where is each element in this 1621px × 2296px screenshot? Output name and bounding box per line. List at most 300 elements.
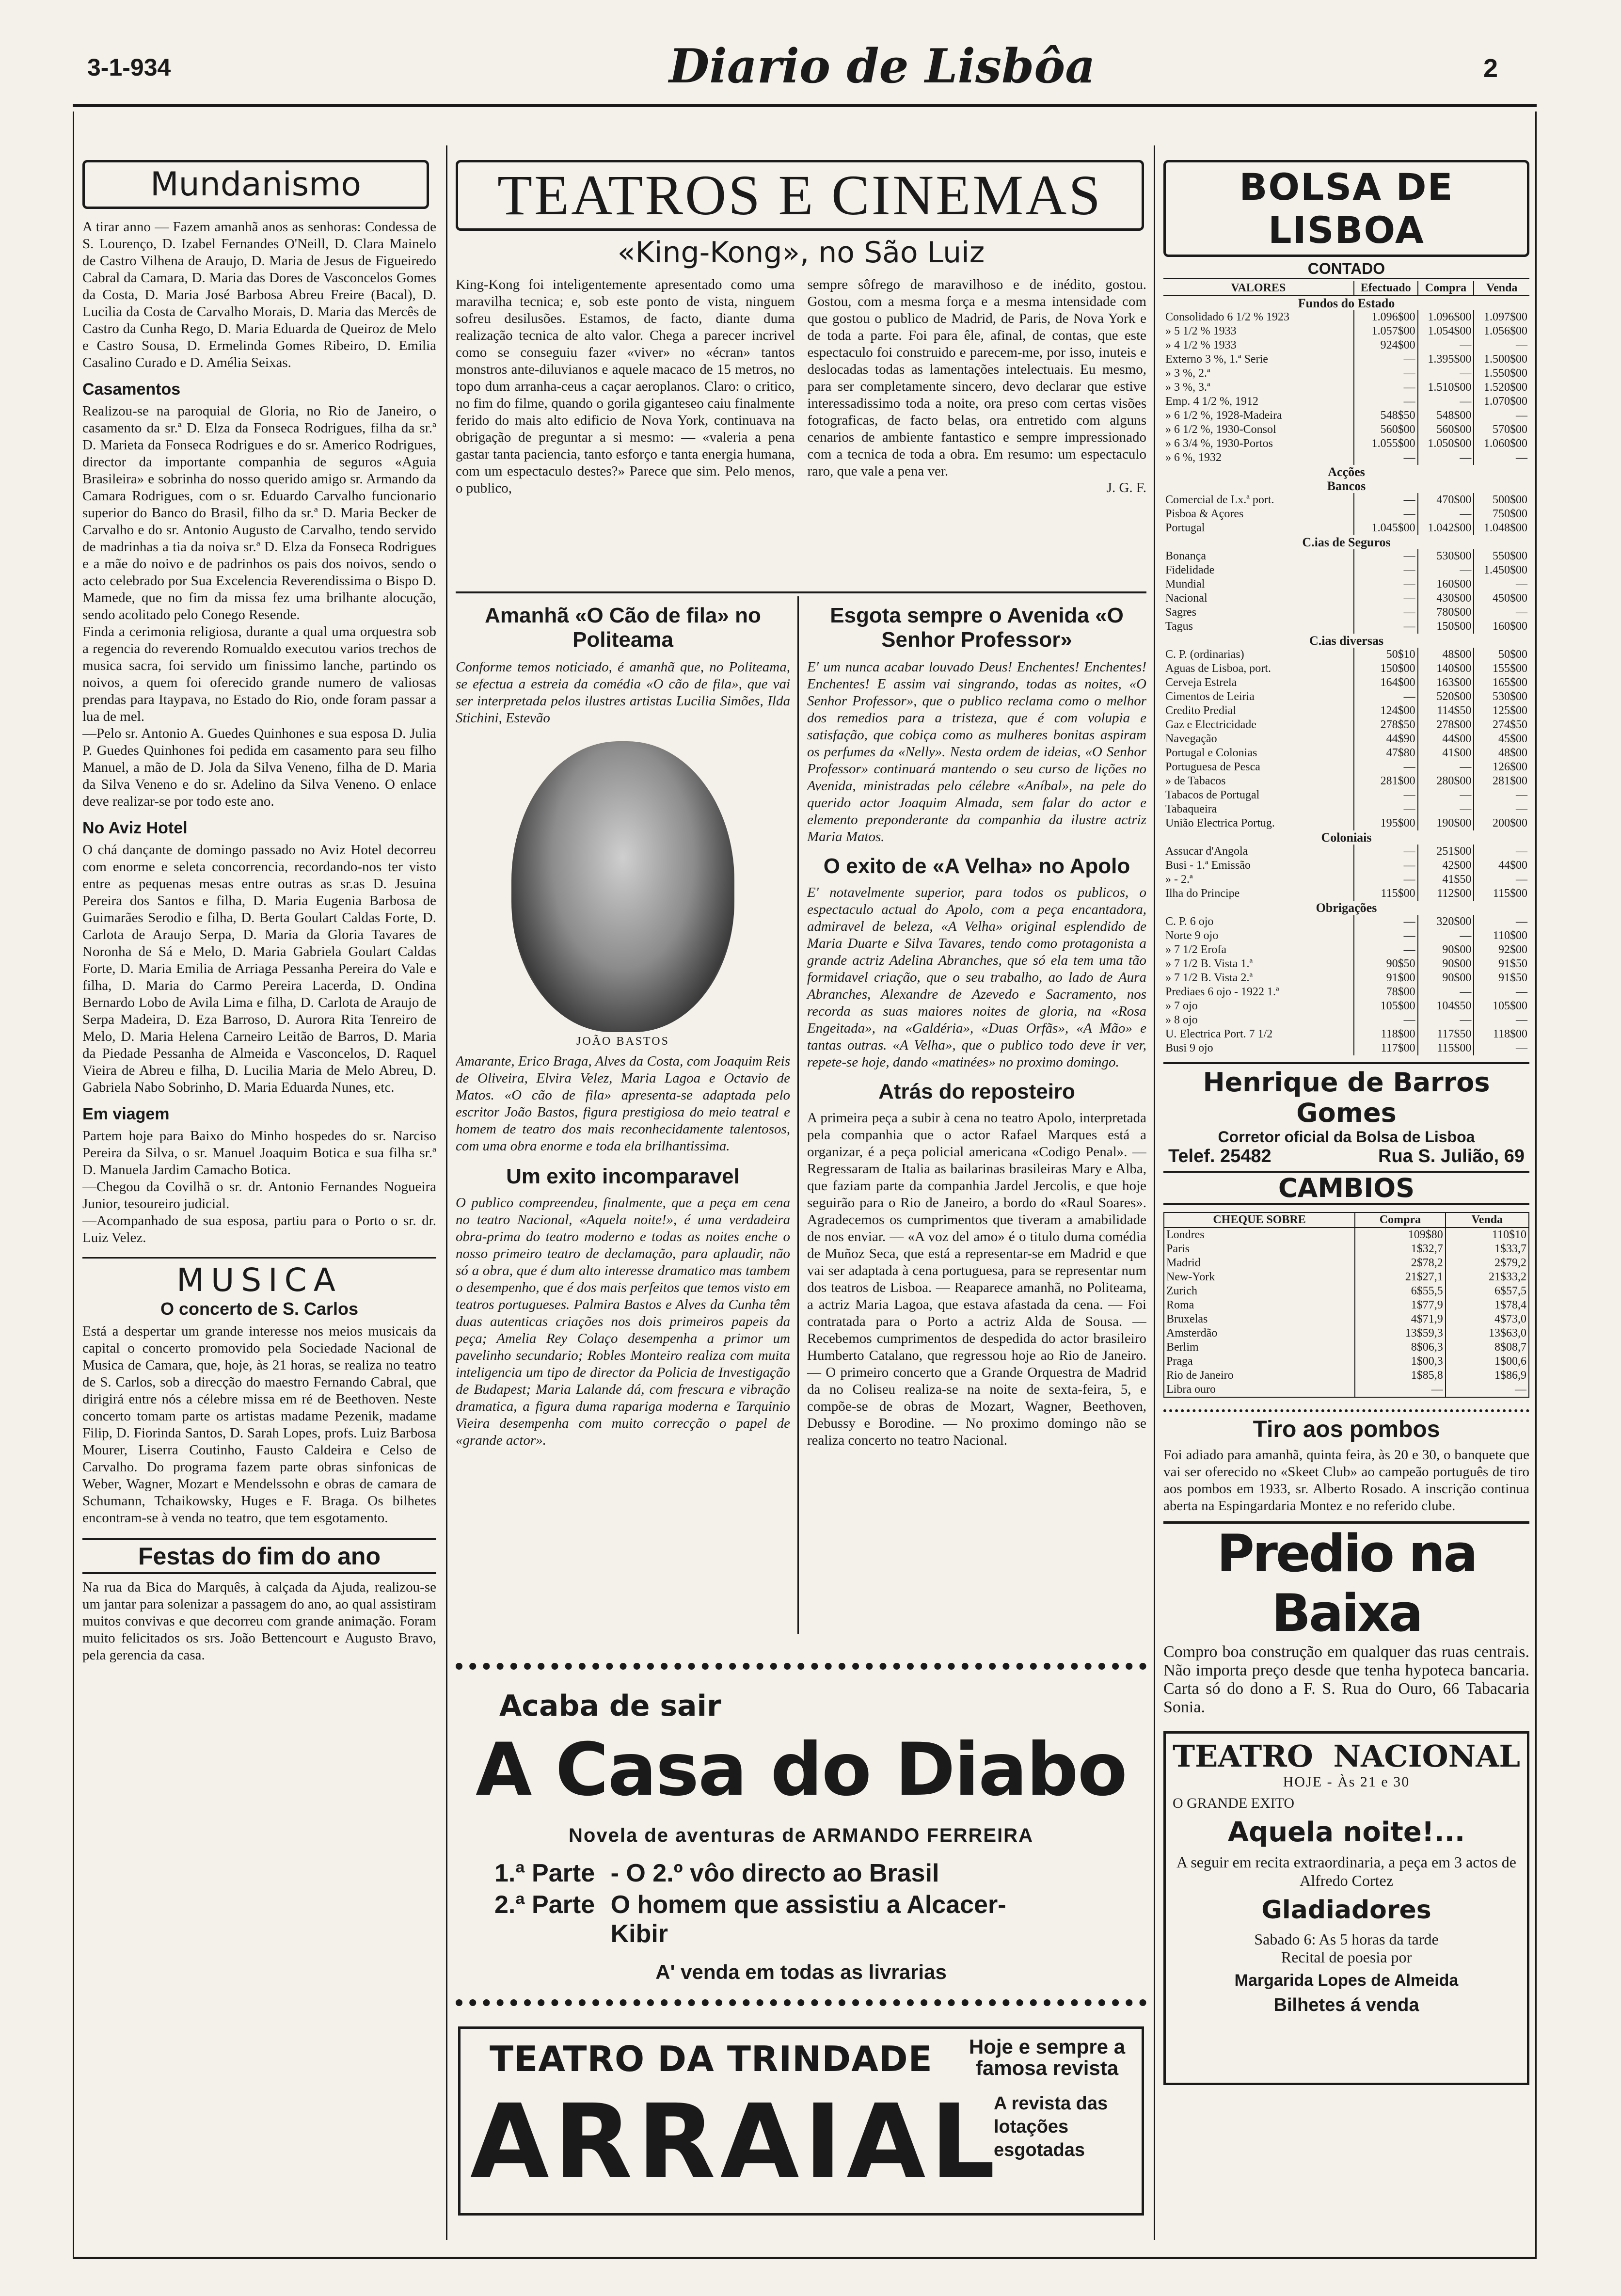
bolsa-row xyxy=(1163,577,1529,591)
bolsa-section-row xyxy=(1163,465,1529,479)
bolsa-price: — xyxy=(1418,802,1474,816)
bolsa-price: — xyxy=(1354,802,1418,816)
bolsa-section-name: Obrigações xyxy=(1316,901,1377,915)
bolsa-row xyxy=(1163,788,1529,802)
bolsa-price: 1.056$00 xyxy=(1474,324,1529,338)
bolsa-row xyxy=(1163,437,1529,451)
bolsa-section-row xyxy=(1163,535,1529,549)
bolsa-price: 50$00 xyxy=(1474,648,1529,662)
bolsa-section-row xyxy=(1163,479,1529,493)
nacional-title-right: NACIONAL xyxy=(1333,1738,1520,1774)
diabo-subtitle: Novela de aventuras de ARMANDO FERREIRA xyxy=(569,1825,1033,1846)
bolsa-valor: » 3 %, 2.ª xyxy=(1165,367,1210,380)
bolsa-price: — xyxy=(1354,606,1418,620)
bolsa-price: 1.057$00 xyxy=(1354,324,1418,338)
nacional-recital: Recital de poesia por xyxy=(1281,1948,1412,1966)
bolsa-price: 750$00 xyxy=(1474,507,1529,521)
kingkong-col-2: sempre sôfrego de maravilhoso e de inédito, gostou. Gostou, com a mesma força e a mesma intensidade com que gostou o publico de Madrid, de Paris, de Nova York e de toda a parte. Foi para êle, afinal, de contas, que este espectaculo foi construido e parecem-me, por isso, inuteis e deslocadas todas as lamentações intelectuais. Eu mesmo, para ser completamente sincero, devo declarar que estive interessadissimo toda a noite, ora preso com certas visões fotograficas, de facto belas, ora entretido com alguns cenarios de ambiente fantastico e sempre impressionado com a tecnica de toda a obra. Em resumo: um espectaculo raro, que vale a pena ver. xyxy=(807,277,1146,479)
reposteiro-text: A primeira peça a subir à cena no teatro Apolo, interpretada pela companhia que o actor Rafael Marques está a organizar, é a peça policial americana «Codigo Penal». — Regressaram de Italia as bailarinas brasileiras Mary e Alba, que faziam parte da companhia Jardel Jercolis, e que hoje seguirão para o Rio de Janeiro, a bordo do «Raul Soares». Agradecemos os cumprimentos que tiveram a amabilidade de nos enviar. — «A voz del amo» é o titulo duma comédia de Muñoz Seca, que está a representar-se em Madrid e que vai ser adaptada à cena portuguesa, para se representar num dos teatros de Lisboa. — Reaparece amanhã, no Politeama, a actriz Maria Lagoa, que estava afastada da cena. — Foi contratada para o Porto a actriz Alda de Sousa. — Recebemos cumprimentos de despedida do actor brasileiro Humberto Catalano, que regressou hoje ao Rio de Janeiro. — O primeiro concerto que a Grande Orquestra de Madrid da no Coliseu realiza-se na noite de sexta-feira, 5, e compõe-se de obras de Mozart, Wagner, Beethoven, Debussy e Borodine. — No proximo domingo não se realiza concerto no teatro Nacional. xyxy=(807,1110,1146,1448)
diabo-part-2 xyxy=(494,1890,1125,1948)
bolsa-price: — xyxy=(1354,507,1418,521)
cambios-row xyxy=(1164,1298,1529,1312)
viagem-text-3: —Acompanhado de sua esposa, partiu para o Porto o sr. dr. Luiz Velez. xyxy=(82,1213,436,1245)
newspaper-title: Diario de Lisbôa xyxy=(669,39,1096,94)
cambios-row xyxy=(1164,1312,1529,1326)
bolsa-price: — xyxy=(1354,859,1418,873)
bolsa-price: 118$00 xyxy=(1474,1027,1529,1041)
bolsa-price: 550$00 xyxy=(1474,549,1529,563)
cambios-title: CAMBIOS xyxy=(1163,1171,1529,1205)
bolsa-section-name: C.ias diversas xyxy=(1309,634,1384,648)
bolsa-price: — xyxy=(1354,943,1418,957)
nacional-kicker: O GRANDE EXITO xyxy=(1173,1795,1295,1811)
bolsa-valor: » 7 1/2 B. Vista 1.ª xyxy=(1165,957,1253,970)
viagem-heading: Em viagem xyxy=(82,1105,170,1123)
cambios-rate: 13$63,0 xyxy=(1446,1326,1529,1340)
bolsa-price: 91$50 xyxy=(1474,971,1529,985)
bolsa-price: — xyxy=(1418,338,1474,352)
bolsa-price: 1.045$00 xyxy=(1354,521,1418,535)
bolsa-valor: C. P. 6 ojo xyxy=(1165,915,1214,928)
casamentos-text-3: —Pelo sr. Antonio A. Guedes Quinhones e sua esposa D. Julia P. Guedes Quinhones foi pedida em casamento para seu filho Manuel, a mão de D. Jola da Silva Veneno, filha de D. Maria da Silva Veneno e do sr. Adelino da Silva Veneno. O enlace deve realizar-se por todo este ano. xyxy=(82,726,436,809)
bolsa-valor: » 3 %, 3.ª xyxy=(1165,381,1210,394)
cambios-rate: 2$78,2 xyxy=(1355,1256,1446,1270)
bolsa-price: — xyxy=(1354,577,1418,591)
bolsa-price: — xyxy=(1418,507,1474,521)
bolsa-row xyxy=(1163,507,1529,521)
casamentos-heading: Casamentos xyxy=(82,380,181,399)
bolsa-price: 78$00 xyxy=(1354,985,1418,999)
bolsa-section-name: Coloniais xyxy=(1321,830,1372,845)
bolsa-col-compra: Compra xyxy=(1418,281,1474,296)
cambios-rate: 1$00,3 xyxy=(1355,1355,1446,1369)
bolsa-price: 91$50 xyxy=(1474,957,1529,971)
column-rule-2 xyxy=(1154,145,1155,2240)
teatros-left-sub xyxy=(456,599,790,1449)
bolsa-price: 1.520$00 xyxy=(1474,381,1529,395)
bolsa-title-box xyxy=(1163,160,1529,257)
cambios-place: Londres xyxy=(1166,1228,1205,1241)
bolsa-price: 115$00 xyxy=(1354,887,1418,901)
bolsa-section-row xyxy=(1163,296,1529,310)
bolsa-row xyxy=(1163,746,1529,760)
bolsa-row xyxy=(1163,859,1529,873)
nacional-play-2: Gladiadores xyxy=(1261,1896,1431,1925)
bolsa-price: 48$00 xyxy=(1418,648,1474,662)
frame-right xyxy=(1535,112,1537,2259)
bolsa-price: — xyxy=(1354,352,1418,367)
reposteiro-title: Atrás do reposteiro xyxy=(878,1080,1075,1103)
part-2-text: O homem que assistiu a Alcacer-Kibir xyxy=(610,1891,1006,1948)
bolsa-price: 105$00 xyxy=(1474,999,1529,1013)
bolsa-price: 160$00 xyxy=(1418,577,1474,591)
bolsa-price: 560$00 xyxy=(1354,423,1418,437)
bolsa-row xyxy=(1163,774,1529,788)
bolsa-price: 190$00 xyxy=(1418,816,1474,830)
bolsa-row xyxy=(1163,310,1529,324)
nacional-saturday: Sabado 6: As 5 horas da tarde xyxy=(1254,1930,1439,1948)
bolsa-price: 47$80 xyxy=(1354,746,1418,760)
cambios-row xyxy=(1164,1228,1529,1242)
viagem-text-1: Partem hoje para Baixo do Minho hospedes do sr. Narciso Pereira da Silva, o sr. Manuel Joaquim Botica e sua filha sr.ª D. Manuela Jardim Camacho Botica. xyxy=(82,1128,436,1178)
bolsa-price: 1.450$00 xyxy=(1474,563,1529,577)
bolsa-price: — xyxy=(1354,788,1418,802)
bolsa-section-name: Fundos do Estado xyxy=(1298,296,1395,310)
bolsa-price: 42$00 xyxy=(1418,859,1474,873)
bolsa-price: — xyxy=(1474,451,1529,465)
cambios-rate: 1$32,7 xyxy=(1355,1242,1446,1256)
barros-contact xyxy=(1163,1146,1529,1167)
kingkong-article xyxy=(456,276,1146,577)
bolsa-price: 281$00 xyxy=(1474,774,1529,788)
bolsa-valor: » 6 1/2 %, 1930-Consol xyxy=(1165,423,1276,436)
bolsa-valor: Prediaes 6 ojo - 1922 1.ª xyxy=(1165,986,1279,998)
bolsa-row xyxy=(1163,395,1529,409)
bolsa-price: 780$00 xyxy=(1418,606,1474,620)
bolsa-price: 44$00 xyxy=(1418,732,1474,746)
nacional-title-left: TEATRO xyxy=(1173,1738,1313,1774)
cambios-rate: 13$59,3 xyxy=(1355,1326,1446,1340)
bolsa-col-efectuado: Efectuado xyxy=(1354,281,1418,296)
bolsa-valor: » 6 3/4 %, 1930-Portos xyxy=(1165,437,1273,450)
bolsa-price: 195$00 xyxy=(1354,816,1418,830)
bolsa-valor: » 4 1/2 % 1933 xyxy=(1165,339,1237,351)
bolsa-price: — xyxy=(1354,845,1418,859)
bolsa-row xyxy=(1163,1013,1529,1027)
bolsa-valor: Navegação xyxy=(1165,733,1217,745)
cambios-row xyxy=(1164,1242,1529,1256)
mundanismo-anniversaries: A tirar anno — Fazem amanhã anos as senhoras: Condessa de S. Lourenço, D. Izabel Fernandes O'Neill, D. Clara Mainelo de Castro Vilhena de Araujo, D. Maria de Jesus de Figueiredo Cabral da Camara, D. Maria das Dores de Vasconcelos Gomes da Costa, D. Maria José Barbosa Abreu Freire (Bacal), D. Lucilia da Costa de Carvalho Morais, D. Maria das Mercês de Castro da Cunha Rego, D. Maria Eduarda de Queiroz de Melo e Castro Sousa, D. Ermelinda Gomes Ribeiro, D. Emilia Casalino Curado e D. Amélia Seixas. xyxy=(82,219,436,370)
bolsa-valor: Tagus xyxy=(1165,620,1193,633)
kingkong-col-1: King-Kong foi inteligentemente apresentado como uma maravilha tecnica; e, sob este ponto de vista, ninguem sofreu desilusões. Estamos, de facto, diante duma realização tecnica de alto valor. Chega a parecer incrivel como se conseguiu fazer «viver» no «écran» tantos monstros ante-diluvianos e aquele macaco de 15 metros, no topo dum arranha-ceus a caçar aeroplanos. Claro: o critico, no fim do filme, quando o gorila giganteseo caiu finalmente ferido do mais alto edificio de Nova York, continuava na obrigação de preguntar a si mesmo: — «valeria a pena gastar tanta paciencia, tanto esforço e tanta energia humana, com um espectaculo destes?» Parece que sim. Pelo menos, o publico, xyxy=(456,277,795,496)
ad-teatro-trindade xyxy=(458,2026,1144,2216)
bolsa-price: — xyxy=(1354,451,1418,465)
bolsa-valor: C. P. (ordinarias) xyxy=(1165,648,1244,661)
bolsa-row xyxy=(1163,1041,1529,1055)
bolsa-valor: Emp. 4 1/2 %, 1912 xyxy=(1165,395,1258,408)
bolsa-price: — xyxy=(1474,1013,1529,1027)
photo-caption: JOÃO BASTOS xyxy=(576,1035,669,1048)
bolsa-valor: Sagres xyxy=(1165,606,1196,619)
bolsa-row xyxy=(1163,409,1529,423)
bolsa-price: 160$00 xyxy=(1474,620,1529,634)
cambios-rate: — xyxy=(1355,1383,1446,1397)
bolsa-price: 44$90 xyxy=(1354,732,1418,746)
bolsa-price: 560$00 xyxy=(1418,423,1474,437)
bolsa-price: — xyxy=(1354,395,1418,409)
bolsa-price: — xyxy=(1474,338,1529,352)
bolsa-price: 470$00 xyxy=(1418,493,1474,507)
cambios-row xyxy=(1164,1340,1529,1355)
teatros-right-sub xyxy=(807,599,1146,1449)
bolsa-valor: Portugal e Colonias xyxy=(1165,747,1257,759)
cambios-place: Amsterdão xyxy=(1166,1327,1218,1339)
cambios-row xyxy=(1164,1256,1529,1270)
casamentos-text-1: Realizou-se na paroquial de Gloria, no Rio de Janeiro, o casamento da sr.ª D. Elza da Fonseca Rodrigues, filha da sr.ª D. Marieta da Fonseca Rodrigues e do sr. Americo Rodrigues, director da importante companhia de seguros «Aguia Brasileira» e sobrinha do nosso querido amigo sr. Armando da Camara Rodrigues, com o sr. Eduardo Carvalho funcionario superior do Banco do Brasil, filho da sr.ª D. Maria Becker de Carvalho e do sr. Antonio Augusto de Carvalho, tendo servido de madrinhas a tia da noiva sr.ª D. Elza da Fonseca Rodrigues e a mãe do noivo e de padrinhos os pais dos noivos, sendo o acto celebrado por Sua Excelencia Reverendissima o Bispo D. Mamede, que no fim da missa fez uma brilhante alocução, sendo acolitado pelo Conego Resende. xyxy=(82,403,436,622)
bolsa-price: 164$00 xyxy=(1354,676,1418,690)
bolsa-section-row xyxy=(1163,634,1529,648)
bolsa-price: 548$50 xyxy=(1354,409,1418,423)
bolsa-price: — xyxy=(1354,367,1418,381)
column-rule-1 xyxy=(446,145,447,2240)
barros-tel: Telef. 25482 xyxy=(1168,1146,1271,1166)
cambios-col-venda: Venda xyxy=(1446,1212,1529,1228)
bolsa-valor: Cimentos de Leiria xyxy=(1165,690,1255,703)
nacional-play: Aquela noite!... xyxy=(1227,1817,1465,1848)
cambios-rate: 6$55,5 xyxy=(1355,1284,1446,1298)
bolsa-valor: » 8 ojo xyxy=(1165,1014,1198,1026)
bolsa-price: 200$00 xyxy=(1474,816,1529,830)
diabo-kicker: Acaba de sair xyxy=(499,1689,721,1723)
bolsa-row xyxy=(1163,620,1529,634)
bolsa-price: 92$00 xyxy=(1474,943,1529,957)
musica-text: Está a despertar um grande interesse nos meios musicais da capital o concerto promovido pela Sociedade Nacional de Musica de Camara, que, hoje, às 21 horas, se realiza no teatro de S. Carlos, sob a direcção do maestro Fernando Cabral, que dirigirá entre nós a célebre missa em ré de Beethoven. Neste concerto tomam parte os artistas madame Pezenik, madame Filip, D. Fiorinda Santos, D. Sarah Lopes, profs. Luiz Barbosa Mourer, Liserra Coutinho, Fausto Caldeira e Celso de Carvalho. Do programa fazem parte obras sinfonicas de Weber, Wagner, Mozart e Mendelssohn e obras de camara de Schumann, Tchaikowsky, Huges e F. Braga. Os bilhetes encontram-se à venda no teatro, que tem esgotamento. xyxy=(82,1323,436,1526)
issue-date: 3-1-934 xyxy=(87,54,171,81)
part-2-label: 2.ª Parte xyxy=(494,1891,595,1919)
bolsa-price: 104$50 xyxy=(1418,999,1474,1013)
bolsa-valor: » 6 1/2 %, 1928-Madeira xyxy=(1165,409,1282,422)
bolsa-price: — xyxy=(1418,451,1474,465)
bolsa-table xyxy=(1163,281,1529,1055)
cambios-row xyxy=(1164,1284,1529,1298)
bolsa-price: 114$50 xyxy=(1418,704,1474,718)
cambios-place: Roma xyxy=(1166,1299,1194,1311)
bolsa-valor: Portugal xyxy=(1165,522,1205,534)
cambios-rate: 4$71,9 xyxy=(1355,1312,1446,1326)
bolsa-row xyxy=(1163,549,1529,563)
festas-text: Na rua da Bica do Marquês, à calçada da Ajuda, realizou-se um jantar para solenizar a passagem do ano, ao qual assistiram muitos convivas e que decorreu com grande animação. Foram muito felicitados os srs. João Bettencourt e Augusto Bravo, pela gerencia da casa. xyxy=(82,1579,436,1663)
bolsa-price: 278$50 xyxy=(1354,718,1418,732)
bolsa-valor: Tabaqueira xyxy=(1165,803,1217,815)
bolsa-price: — xyxy=(1474,915,1529,929)
bolsa-price: — xyxy=(1474,577,1529,591)
bolsa-price: 1.050$00 xyxy=(1418,437,1474,451)
bolsa-row xyxy=(1163,943,1529,957)
bolsa-row xyxy=(1163,338,1529,352)
bolsa-row xyxy=(1163,381,1529,395)
bolsa-price: 1.510$00 xyxy=(1418,381,1474,395)
bolsa-valor: Bonança xyxy=(1165,550,1206,562)
bolsa-price: 124$00 xyxy=(1354,704,1418,718)
bolsa-price: 1.070$00 xyxy=(1474,395,1529,409)
cambios-col-cheque: CHEQUE SOBRE xyxy=(1164,1212,1355,1228)
ad-teatro-nacional xyxy=(1163,1731,1529,2085)
festas-title: Festas do fim do ano xyxy=(82,1538,436,1574)
bolsa-price: — xyxy=(1354,620,1418,634)
bolsa-valor: Nacional xyxy=(1165,592,1208,605)
exito-title: Um exito incomparavel xyxy=(506,1164,740,1188)
bolsa-row xyxy=(1163,606,1529,620)
cambios-place: Paris xyxy=(1166,1243,1190,1255)
footer-rule xyxy=(73,2257,1537,2259)
bolsa-valor: Aguas de Lisboa, port. xyxy=(1165,662,1271,675)
bolsa-price: 280$00 xyxy=(1418,774,1474,788)
diabo-footer: A' venda em todas as livrarias xyxy=(655,1961,947,1983)
cambios-place: Praga xyxy=(1166,1355,1193,1368)
bolsa-valor: Mundial xyxy=(1165,578,1205,590)
bolsa-price: 117$50 xyxy=(1418,1027,1474,1041)
bolsa-price: — xyxy=(1418,563,1474,577)
teatros-hr xyxy=(456,591,1146,593)
bolsa-price: 570$00 xyxy=(1474,423,1529,437)
bolsa-row xyxy=(1163,591,1529,606)
cambios-rate: 1$85,8 xyxy=(1355,1369,1446,1383)
bolsa-row xyxy=(1163,367,1529,381)
bolsa-row xyxy=(1163,493,1529,507)
avenida-title: Esgota sempre o Avenida «O Senhor Professor» xyxy=(830,604,1124,652)
bolsa-row xyxy=(1163,971,1529,985)
bolsa-valor: Assucar d'Angola xyxy=(1165,845,1248,858)
bolsa-section-row xyxy=(1163,830,1529,845)
bolsa-price: 90$00 xyxy=(1418,943,1474,957)
bolsa-price: — xyxy=(1354,929,1418,943)
cambios-row xyxy=(1164,1355,1529,1369)
bolsa-price: 450$00 xyxy=(1474,591,1529,606)
bolsa-price: 90$50 xyxy=(1354,957,1418,971)
cambios-row xyxy=(1164,1270,1529,1284)
nacional-time: HOJE - Às 21 e 30 xyxy=(1283,1774,1410,1790)
teatros-split xyxy=(797,596,799,1634)
bolsa-valor: Ilha do Principe xyxy=(1165,887,1240,900)
bolsa-valor: União Electrica Portug. xyxy=(1165,817,1275,829)
cao-text: Conforme temos noticiado, é amanhã que, no Politeama, se efectua a estreia da comédia «O cão de fila», que vai ser interpretada pelos ilustres artistas Lucilia Simões, Ilda Stichini, Estevão xyxy=(456,659,790,726)
cambios-rate: 2$79,2 xyxy=(1446,1256,1529,1270)
bolsa-col-valores: VALORES xyxy=(1163,281,1354,296)
bolsa-valor: Cerveja Estrela xyxy=(1165,676,1237,689)
bolsa-valor: » 7 1/2 B. Vista 2.ª xyxy=(1165,972,1253,984)
cambios-place: Libra ouro xyxy=(1166,1383,1216,1396)
avenida-text: E' um nunca acabar louvado Deus! Enchentes! Enchentes! Enchentes! E assim vai singrando, todas as noites, «O Senhor Professor», que o publico reclama como o melhor dos remedios para a tristeza, que é com volupia e satisfação, que cobiça como as mulheres bonitas aspiram os perfumes da «Nelly». Nesta ordem de ideias, «O Senhor Professor» continuará mantendo o seu curso de lições no Avenida, ministradas pelo célebre «Aníbal», na pele do querido actor Joaquim Almada, sem falar do actor e elemento preponderante da companhia da ilustre actriz Maria Matos. xyxy=(807,659,1146,845)
bolsa-valor: Pisboa & Açores xyxy=(1165,508,1244,520)
bolsa-price: 91$00 xyxy=(1354,971,1418,985)
trindade-title: TEATRO DA TRINDADE xyxy=(490,2039,933,2079)
bolsa-valor: Portuguesa de Pesca xyxy=(1165,761,1260,773)
predio-text: Compro boa construção em qualquer das ruas centrais. Não importa preço desde que tenha hypoteca bancaria. Carta só do dono a F. S. Rua do Ouro, 66 Tabacaria Sonia. xyxy=(1163,1643,1529,1716)
bolsa-price: 155$00 xyxy=(1474,662,1529,676)
bolsa-price: — xyxy=(1354,563,1418,577)
bolsa-price: — xyxy=(1418,929,1474,943)
bolsa-price: 41$00 xyxy=(1418,746,1474,760)
diabo-part-1 xyxy=(494,1859,939,1888)
kingkong-signature: J. G. F. xyxy=(1106,480,1146,495)
bolsa-price: 430$00 xyxy=(1418,591,1474,606)
bolsa-price: 163$00 xyxy=(1418,676,1474,690)
bolsa-valor: » 5 1/2 % 1933 xyxy=(1165,325,1237,337)
cambios-rate: 8$08,7 xyxy=(1446,1340,1529,1355)
bolsa-price: 251$00 xyxy=(1418,845,1474,859)
cambios-rate: 8$06,3 xyxy=(1355,1340,1446,1355)
bolsa-valor: U. Electrica Port. 7 1/2 xyxy=(1165,1028,1273,1040)
aviz-heading: No Aviz Hotel xyxy=(82,819,188,837)
bolsa-price: 150$00 xyxy=(1354,662,1418,676)
bolsa-section-row xyxy=(1163,901,1529,915)
nacional-poet: Margarida Lopes de Almeida xyxy=(1234,1971,1459,1990)
pombos-title: Tiro aos pombos xyxy=(1163,1409,1529,1443)
barros-addr: Rua S. Julião, 69 xyxy=(1378,1146,1525,1166)
part-1-text: - O 2.º vôo directo ao Brasil xyxy=(610,1859,939,1887)
cambios-rate: 1$77,9 xyxy=(1355,1298,1446,1312)
diabo-title: A Casa do Diabo xyxy=(476,1728,1127,1812)
bolsa-price: 500$00 xyxy=(1474,493,1529,507)
bolsa-price: 50$10 xyxy=(1354,648,1418,662)
bolsa-price: 281$00 xyxy=(1354,774,1418,788)
teatros-title: TEATROS E CINEMAS xyxy=(497,163,1103,227)
bolsa-price: 125$00 xyxy=(1474,704,1529,718)
bolsa-price: 530$00 xyxy=(1474,690,1529,704)
cao-title: Amanhã «O Cão de fila» no Politeama xyxy=(485,604,761,652)
nacional-note: A seguir em recita extraordinaria, a peça em 3 actos de Alfredo Cortez xyxy=(1176,1853,1516,1889)
bolsa-row xyxy=(1163,662,1529,676)
frame-left xyxy=(73,112,74,2259)
bolsa-valor: » - 2.ª xyxy=(1165,873,1193,886)
bolsa-price: 105$00 xyxy=(1354,999,1418,1013)
bolsa-row xyxy=(1163,704,1529,718)
trindade-note: A revista das lotações esgotadas xyxy=(994,2093,1108,2160)
bolsa-valor: Busi 9 ojo xyxy=(1165,1042,1213,1054)
cambios-rate: 109$80 xyxy=(1355,1228,1446,1242)
aviz-text: O chá dançante de domingo passado no Aviz Hotel decorreu com enorme e seleta concorrencia, recordando-nos ter visto entre as pequenas mesas entre outras as sr.as D. Jesuina Pereira dos Santos e filha, D. Maria Eugenia Barbosa de Guimarães Serodio e filha, D. Berta Goulart Caldas Forte, D. Carlota de Araujo Serpa, D. Maria da Gloria Tavares de Noronha de Sá e Melo, D. Maria Gabriela Goulart Caldas Forte, D. Maria Emilia de Arriaga Pessanha Pereira do Vale e filha, D. Maria do Carmo Pereira Lacerda, D. Ondina Bernardo Lobo de Avila Lima e filha, D. Carlota de Araujo de Serpa Madeira, D. Eza Barroso, D. Aurora Rita Tenreiro de Melo, D. Maria Helena Carneiro Leitão de Barros, D. Maria da Piedade Pessanha de Almeida e Vasconcelos, D. Raquel Vieira de Abreu e filha, D. Lucilia Maria de Melo Abreu, D. Gabriela Nabo Sobrinho, D. Maria Eduarda Nunes, etc. xyxy=(82,842,436,1095)
bolsa-price: 90$00 xyxy=(1418,957,1474,971)
cambios-place: Rio de Janeiro xyxy=(1166,1369,1234,1382)
bolsa-price: 115$00 xyxy=(1418,1041,1474,1055)
bolsa-section-name: Acções xyxy=(1328,465,1365,479)
bolsa-price: 1.096$00 xyxy=(1354,310,1418,324)
bolsa-price: 520$00 xyxy=(1418,690,1474,704)
bolsa-row xyxy=(1163,732,1529,746)
exito-text: O publico compreendeu, finalmente, que a peça em cena no teatro Nacional, «Aquela noite!», é uma verdadeira obra-prima do teatro moderno e todas as noites enche o nosso primeiro teatro de declamação, para aplaudir, não só a obra, que é dum alto interesse dramatico mas tambem o desempenho, que é dos mais perfeitos que temos visto em teatros portugueses. Palmira Bastos e Alves da Cunha têm duas autenticas criações nos dois primeiros papeis da peça; Amelia Rey Colaço desempenha a primor um pavelinho secundario; Robles Monteiro realiza com muita inteligencia um tipo de director da Policia de Investigação de Budapest; Maria Lalande dá, com frescura e vibração dramatica, a figura duma rapariga moderna e Tarquinio Vieira desempenha com muito correcção o papel de «grande actor». xyxy=(456,1195,790,1448)
bolsa-price: 140$00 xyxy=(1418,662,1474,676)
bolsa-row xyxy=(1163,802,1529,816)
bolsa-row xyxy=(1163,563,1529,577)
cambios-rate: 1$33,7 xyxy=(1446,1242,1529,1256)
bolsa-valor: Busi - 1.ª Emissão xyxy=(1165,859,1251,872)
part-1-label: 1.ª Parte xyxy=(494,1859,595,1887)
bolsa-price: 110$00 xyxy=(1474,929,1529,943)
cambios-place: Madrid xyxy=(1166,1257,1201,1269)
bolsa-price: 150$00 xyxy=(1418,620,1474,634)
bolsa-price: — xyxy=(1474,1041,1529,1055)
bolsa-price: 1.395$00 xyxy=(1418,352,1474,367)
mundanismo-title: Mundanismo xyxy=(150,165,361,204)
mundanismo-column xyxy=(82,155,436,2240)
bolsa-price: 924$00 xyxy=(1354,338,1418,352)
bolsa-price: 1.550$00 xyxy=(1474,367,1529,381)
velha-text: E' notavelmente superior, para todos os publicos, o espectaculo actual do Apolo, com a peça encantadora, admiravel de beleza, «A Velha» original esplendido de Maria Duarte e Silva Tavares, tendo como protagonista a grande actriz Adelina Abranches, que só ela tem uma tão formidavel criação, que o seu trabalho, ao lado de Aura Abranches, Alexandre de Azevedo e Sacramento, nos recorda as suas maiores noites de gloria, na «Rosa Engeitada», na «Galdéria», «Duas Orfãs», «A Mão» e tantas outras. «A Velha», que o publico todo deve ir ver, repete-se hoje, dando «matinées» no proximo domingo. xyxy=(807,885,1146,1070)
bolsa-price: 278$00 xyxy=(1418,718,1474,732)
bolsa-price: — xyxy=(1354,549,1418,563)
nacional-tickets: Bilhetes á venda xyxy=(1273,1995,1419,2015)
bolsa-row xyxy=(1163,423,1529,437)
bolsa-column xyxy=(1163,155,1529,2240)
bolsa-row xyxy=(1163,845,1529,859)
bolsa-valor: Comercial de Lx.ª port. xyxy=(1165,494,1274,506)
velha-title: O exito de «A Velha» no Apolo xyxy=(823,854,1130,878)
bolsa-col-venda: Venda xyxy=(1474,281,1529,296)
bolsa-price: — xyxy=(1354,690,1418,704)
casamentos-text-2: Finda a cerimonia religiosa, durante a qual uma orquestra sob a regencia do reverendo Romualdo executou varios trechos de musica sacra, foi servido um finissimo lanche, partindo os noivos, a quem foi oferecido grande numero de valiosas prendas para Itaypava, no Estado do Rio, onde foram passar a lua de mel. xyxy=(82,624,436,724)
bolsa-row xyxy=(1163,352,1529,367)
bolsa-row xyxy=(1163,521,1529,535)
ad-casa-do-diabo xyxy=(456,1663,1146,2006)
bolsa-price: 530$00 xyxy=(1418,549,1474,563)
bolsa-price: — xyxy=(1418,367,1474,381)
bolsa-row xyxy=(1163,999,1529,1013)
viagem-text-2: —Chegou da Covilhã o sr. dr. Antonio Fernandes Nogueira Junior, tesoureiro judicial. xyxy=(82,1179,436,1212)
trindade-side: Hoje e sempre a famosa revista xyxy=(969,2035,1126,2079)
cambios-rate: 6$57,5 xyxy=(1446,1284,1529,1298)
teatros-column xyxy=(456,155,1146,1634)
cambios-row xyxy=(1164,1369,1529,1383)
